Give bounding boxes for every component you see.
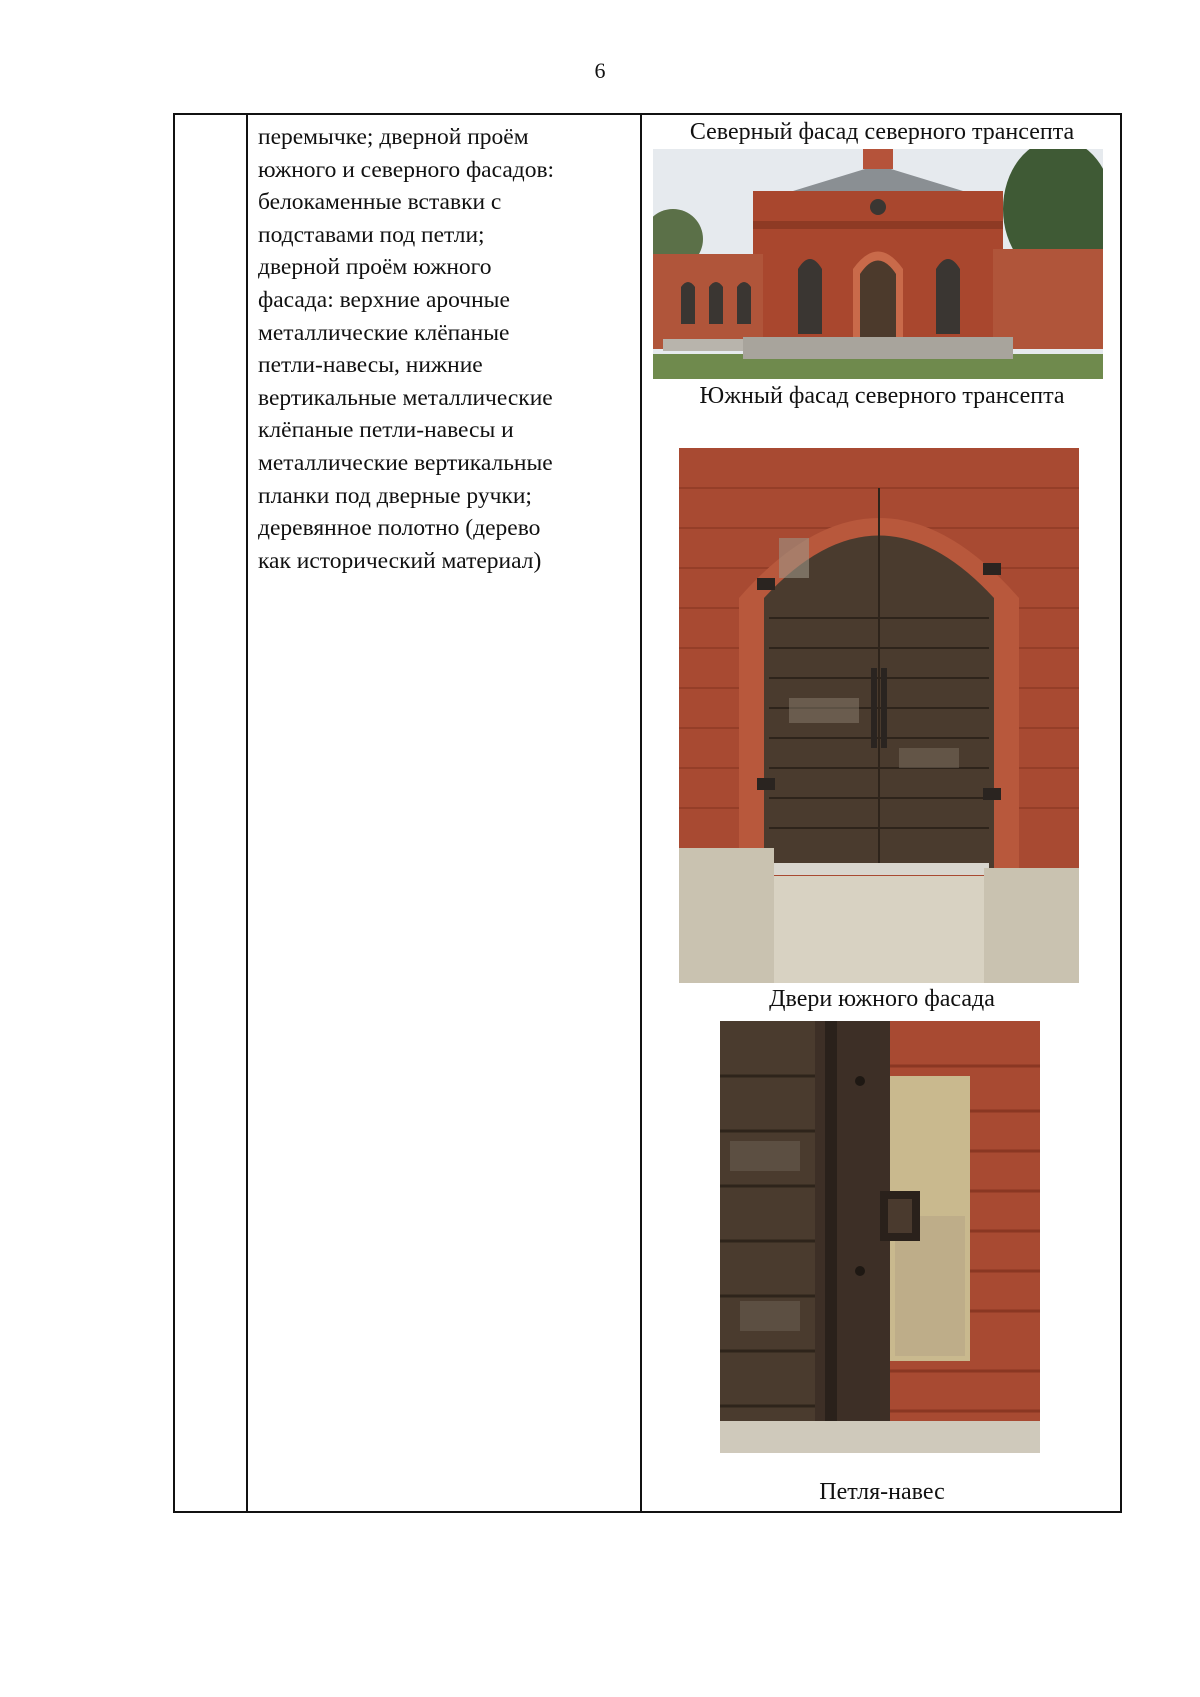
- column-divider: [640, 115, 642, 1511]
- caption-hinge: Петля-навес: [819, 1479, 945, 1505]
- document-table: [173, 113, 1122, 1513]
- caption-north-facade: Северный фасад северного трансепта: [689, 119, 1075, 145]
- caption-south-doors: Двери южного фасада: [769, 986, 995, 1012]
- caption-south-facade: Южный фасад северного трансепта: [699, 383, 1065, 409]
- column-divider: [246, 115, 248, 1511]
- photo-hinge: [720, 1021, 1040, 1453]
- photo-south-doors: [679, 448, 1079, 983]
- description-cell: перемычке; дверной проём южного и северного фасадов: белокаменные вставки с подставами под петли; дверной проём южного фасада: верхние арочные металлические клёпаные петли-навесы, нижние вертикальные металлические клёпаные петли-навесы и металлические вертикальные планки под дверные ручки; деревянное полотно (дерево как исторический материал): [258, 124, 555, 574]
- photo-north-facade: [653, 149, 1103, 379]
- page-number: 6: [594, 58, 606, 83]
